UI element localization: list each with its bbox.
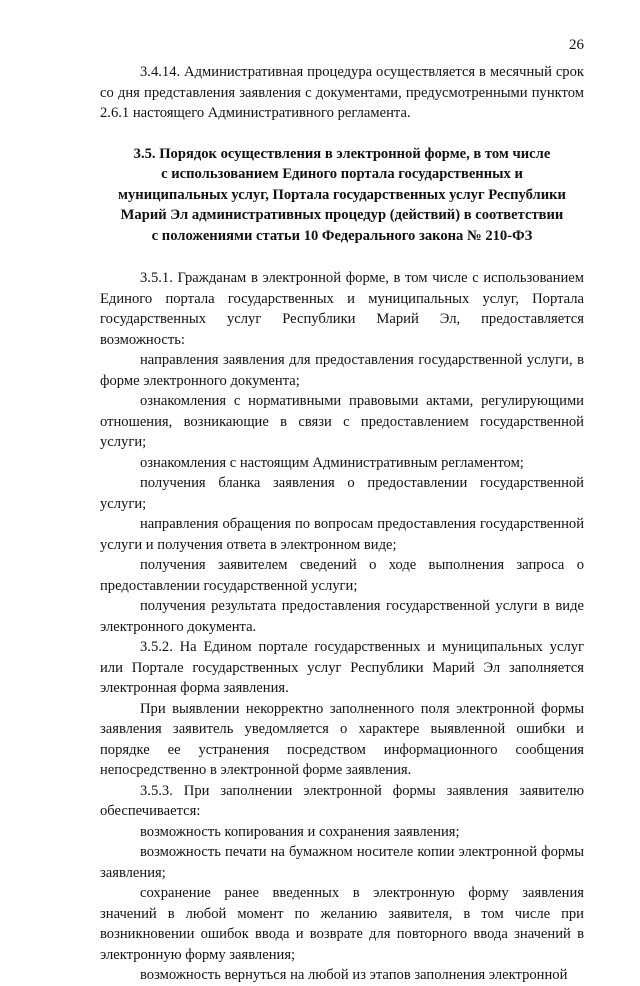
list-item: получения заявителем сведений о ходе выполнения запроса о предоставлении государственной услуги; bbox=[100, 557, 584, 594]
paragraph-3-5-3: 3.5.3. При заполнении электронной формы заявления заявителю обеспечивается: bbox=[100, 782, 584, 819]
paragraph-3-5-2: 3.5.2. На Едином портале государственных и муниципальных услуг или Портале государственных услуг Республики Марий Эл заполняется электронная форма заявления. bbox=[100, 639, 584, 696]
paragraph-3-4-14: 3.4.14. Административная процедура осуществляется в месячный срок со дня представления заявления с документами, предусмотренными пунктом 2.6.1 настоящего Административного регламента. bbox=[100, 64, 584, 121]
list-item: ознакомления с нормативными правовыми актами, регулирующими отношения, возникающие в связи с предоставлением государственной услуги; bbox=[100, 393, 584, 450]
paragraph-3-5-1: 3.5.1. Гражданам в электронной форме, в том числе с использованием Единого портала государственных и муниципальных услуг, Портала государственных услуг Республики Марий Эл, предоставляется возможность: bbox=[100, 270, 584, 348]
list-item: возможность печати на бумажном носителе копии электронной формы заявления; bbox=[100, 844, 584, 881]
list-item: направления обращения по вопросам предоставления государственной услуги и получения ответа в электронном виде; bbox=[100, 516, 584, 553]
section-heading-line: 3.5. Порядок осуществления в электронной форме, в том числе bbox=[133, 145, 551, 162]
document-body bbox=[100, 62, 584, 986]
list-item: получения результата предоставления государственной услуги в виде электронного документа. bbox=[100, 598, 584, 635]
page-number: 26 bbox=[569, 37, 584, 53]
list-item: ознакомления с настоящим Административным регламентом; bbox=[140, 454, 524, 471]
section-heading-line: Марий Эл административных процедур (действий) в соответствии bbox=[120, 207, 564, 223]
list-item: сохранение ранее введенных в электронную форму заявления значений в любой момент по желанию заявителя, в том числе при возникновении ошибок ввода и возврате для повторного ввода значений в электронную форму заявления; bbox=[100, 885, 584, 963]
list-item: получения бланка заявления о предоставлении государственной услуги; bbox=[100, 475, 584, 512]
list-item: возможность вернуться на любой из этапов заполнения электронной bbox=[140, 967, 568, 983]
section-heading-line: с использованием Единого портала государственных и bbox=[161, 166, 523, 182]
section-heading-line: с положениями статьи 10 Федерального закона № 210-ФЗ bbox=[151, 227, 533, 244]
paragraph: При выявлении некорректно заполненного поля электронной формы заявления заявитель уведомляется о характере выявленной ошибки и порядке ее устранения посредством информационного сообщения непосредственно в электронной форме заявления. bbox=[100, 700, 584, 778]
list-item: направления заявления для предоставления государственной услуги, в форме электронного документа; bbox=[100, 352, 584, 389]
list-item: возможность копирования и сохранения заявления; bbox=[140, 823, 460, 840]
section-heading-line: муниципальных услуг, Портала государственных услуг Республики bbox=[118, 186, 566, 203]
section-heading-3-5 bbox=[100, 144, 584, 247]
